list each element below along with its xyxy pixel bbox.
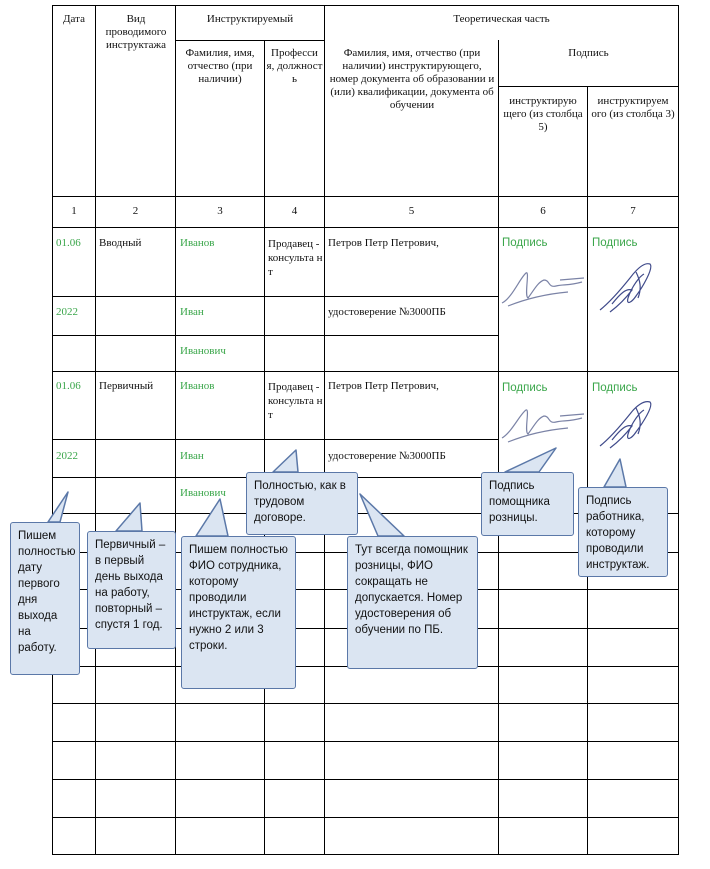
header-profession: Професси я, должност ь <box>266 47 323 85</box>
entry-2-date-line1: 01.06 <box>56 380 81 392</box>
entry-1-instructor-line2: удостоверение №3000ПБ <box>328 306 446 318</box>
entry-1-date-line2: 2022 <box>56 306 78 318</box>
callout-briefing-type: Первичный – в первый день выхода на работу, повторный – спустя 1 год. <box>87 531 176 649</box>
entry-2-date-line2: 2022 <box>56 450 78 462</box>
entry-1-type: Вводный <box>99 237 142 249</box>
entry-1-name-line3: Иванович <box>180 345 226 357</box>
col-number-3: 3 <box>217 205 223 217</box>
header-briefing-type: Вид проводимого инструктажа <box>105 13 167 51</box>
header-fio-instructor: Фамилия, имя, отчество (при наличии) инструктирующего, номер документа об образовании и (или) квалификации, документа об обучении <box>329 47 495 111</box>
callout-instructor: Тут всегда помощник розницы, ФИО сокращать не допускается. Номер удостоверения об обучении по ПБ. <box>347 536 478 669</box>
entry-2-sig-label-instructor: Подпись <box>502 382 548 394</box>
entry-1-sig-label-instructor: Подпись <box>502 237 548 249</box>
header-sig-instructed: инструктируем ого (из столбца 3) <box>591 95 675 120</box>
col-number-6: 6 <box>540 205 546 217</box>
entry-2-instructor-line2: удостоверение №3000ПБ <box>328 450 446 462</box>
header-sig-instructor: инструктирую щего (из столбца 5) <box>503 95 583 133</box>
entry-1-name-line1: Иванов <box>180 237 215 249</box>
entry-2-name-line3: Иванович <box>180 487 226 499</box>
callout-sig-instructor: Подпись помощника розницы. <box>481 472 574 536</box>
entry-1-instructor-line1: Петров Петр Петрович, <box>328 237 439 249</box>
entry-2-profession: Продавец - консульта нт <box>268 381 323 421</box>
callout-date: Пишем полностью дату первого дня выхода на работу. <box>10 522 80 675</box>
entry-2-instructor-line1: Петров Петр Петрович, <box>328 380 439 392</box>
header-instructed: Инструктируемый <box>206 13 294 25</box>
entry-1-sig-label-instructed: Подпись <box>592 237 638 249</box>
header-date: Дата <box>63 13 85 25</box>
callout-name: Пишем полностью ФИО сотрудника, которому проводили инструктаж, если нужно 2 или 3 строки. <box>181 536 296 689</box>
header-fio-instructed: Фамилия, имя, отчество (при наличии) <box>185 47 255 85</box>
entry-2-sig-label-instructed: Подпись <box>592 382 638 394</box>
col-number-2: 2 <box>132 205 139 217</box>
col-number-5: 5 <box>408 205 415 217</box>
callout-profession: Полностью, как в трудовом договоре. <box>246 472 358 535</box>
entry-2-name-line2: Иван <box>180 450 204 462</box>
header-signature: Подпись <box>568 47 609 59</box>
callout-sig-instructed: Подпись работника, которому проводили инструктаж. <box>578 487 668 577</box>
col-number-1: 1 <box>71 205 77 217</box>
entry-2-name-line1: Иванов <box>180 380 215 392</box>
entry-2-type: Первичный <box>99 380 154 392</box>
entry-1-profession: Продавец - консульта нт <box>268 238 323 278</box>
col-number-4: 4 <box>291 205 298 217</box>
header-theory: Теоретическая часть <box>453 13 550 25</box>
entry-1-date-line1: 01.06 <box>56 237 81 249</box>
col-number-7: 7 <box>630 205 636 217</box>
entry-1-name-line2: Иван <box>180 306 204 318</box>
